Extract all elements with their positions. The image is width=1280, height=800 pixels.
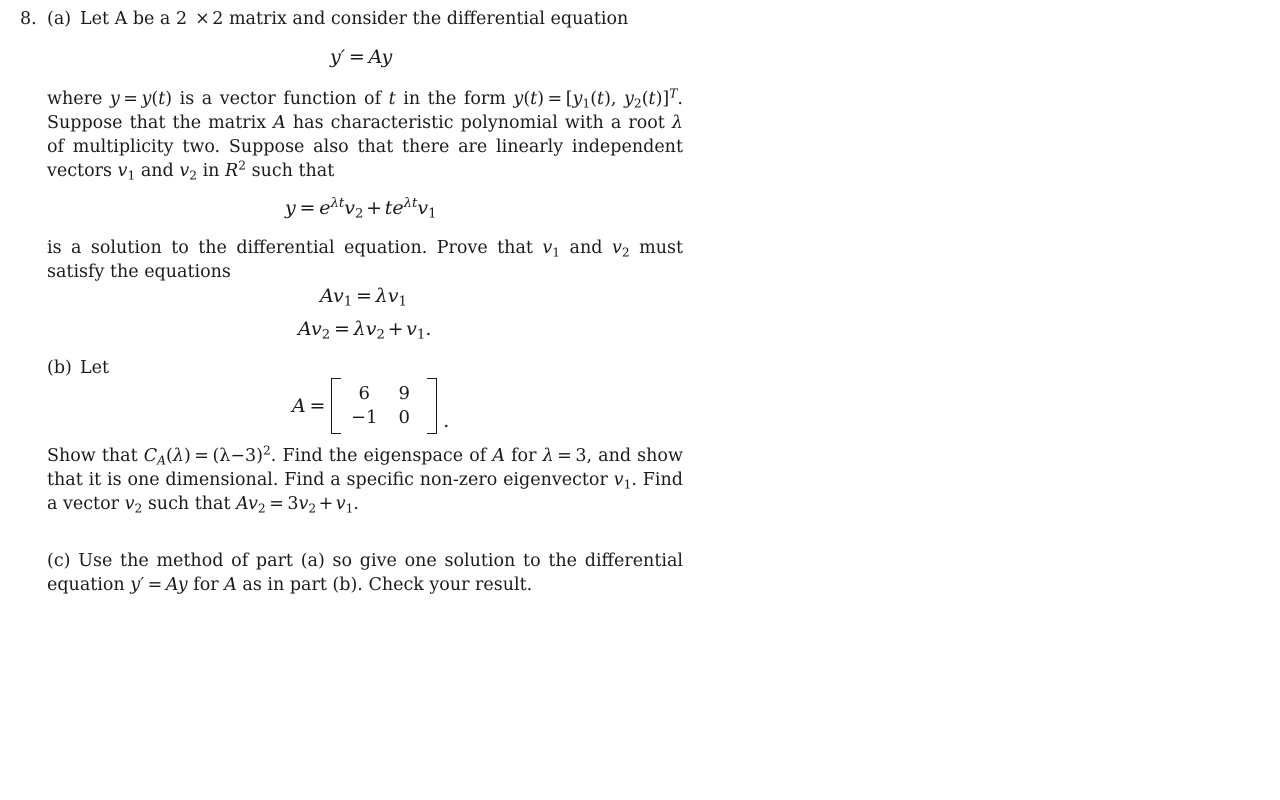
pb-phrase1: Show that (47, 446, 138, 466)
p2-phrase2: Prove that (436, 238, 533, 258)
token-dim-2b: 2 (212, 9, 224, 29)
pb-A2: A (236, 494, 248, 514)
problem-number: 8. (20, 9, 37, 29)
eq4-v2: v (365, 318, 377, 340)
display-matrix-A (292, 378, 449, 434)
p2-phrase3: must satisfy (47, 238, 683, 282)
p2-phrase4: the equations (109, 262, 231, 282)
pb-phrase2: . Find the eigenspace of (270, 446, 487, 466)
p1-phrase7: such that (251, 161, 335, 181)
pb-v2c: v (298, 494, 309, 514)
matrix-brackets (331, 378, 437, 434)
times-symbol: × (195, 9, 210, 29)
p1-t4: t (597, 89, 605, 109)
matrix-cell-r1c0: −1 (350, 407, 378, 428)
eq1-y2: y (381, 46, 393, 68)
p1-y1: y (109, 89, 120, 109)
pc-A1: A (165, 575, 178, 595)
p1-v2: v (179, 161, 190, 181)
token-matrix-consider: matrix and consider the differential equation (228, 9, 629, 29)
eq4-equals: = (333, 318, 350, 340)
pb-phrase4: that it is one dimensional. (47, 470, 279, 490)
eq4-plus: + (387, 318, 404, 340)
pb-C: C (143, 446, 158, 466)
display-equation-y-prime-Ay: y′ = Ay (330, 46, 393, 68)
p1-phrase3: Suppose that the matrix (47, 113, 267, 133)
part-b-lead-in: Let (80, 358, 110, 378)
matrix-label-A: A (292, 395, 306, 417)
eq3-equals: = (355, 285, 372, 307)
eq1-equals: = (348, 46, 365, 68)
p1-y3: y (513, 89, 524, 109)
part-a-intro-line (80, 7, 680, 31)
pb-period2: . (353, 494, 359, 514)
matrix-body (341, 378, 427, 434)
matrix-cell-r0c0: 6 (358, 383, 370, 404)
pc-phrase3: Check your result. (368, 575, 533, 595)
p1-t3: t (530, 89, 538, 109)
pb-C-sub-A: A (157, 453, 167, 468)
eq2-exp1: λt (330, 196, 345, 212)
eq2-y: y (285, 197, 296, 219)
p2-and: and (569, 238, 603, 258)
pc-equation-word: equation (47, 575, 125, 595)
pb-v2a: v (124, 494, 135, 514)
p2-phrase1: is a solution to the differential equation. (47, 238, 428, 258)
eq2-e2: e (392, 197, 404, 219)
token-where: where (47, 89, 103, 109)
p1-v1: v (117, 161, 128, 181)
pc-phrase2: as in part (b). (242, 575, 363, 595)
pb-eq3: = (269, 494, 284, 514)
p1-phrase5: of multiplicity two. (47, 137, 221, 157)
token-matrix-A: A (114, 9, 128, 29)
pb-minus3: −3) (230, 446, 263, 466)
p1-transpose: T (669, 86, 678, 101)
eq3-lambda: λ (375, 285, 388, 307)
matrix-row (344, 382, 424, 406)
pc-label: (c) (47, 551, 71, 571)
pb-for1: for (511, 446, 537, 466)
p1-and: and (140, 161, 174, 181)
pc-A2: A (224, 575, 237, 595)
p1-A: A (273, 113, 286, 133)
pb-such-that: such that (147, 494, 231, 514)
pb-open-lambda: (λ (212, 446, 231, 466)
p1-eq2: = (547, 89, 563, 109)
part-a-paragraph-1: where y = y(t) is a vector function of t in the form $y(t) = [y_1(t)$, $y_2(t)]^T$. Suppose that the matrix A has characteristic polynomial with a root λ of multiplicity two. Suppose also that there are linearly independent vectors $v_1$ and $v_2$ in $R^2$ such that (47, 86, 683, 183)
display-equation-Av2: $Av_2 = \lambda v_2 + v_1$. (298, 318, 432, 343)
matrix-row (344, 406, 424, 430)
pb-three2: 3 (287, 494, 299, 514)
pc-phrase1: Use the method of part (a) so give one solution to the differential (78, 551, 683, 571)
pb-v2b: v (248, 494, 258, 514)
part-b-paragraph: Show that $C_A(\lambda) = (\lambda-3)^2$. Find the eigenspace of A for λ = 3, and show that it is one dimensional. Find a specific non-zero eigenvector $v_1$. Find a vector $v_2$ such that $Av_2 = 3v_2 + v_1$. (47, 443, 683, 516)
p1-y5: y (624, 89, 634, 109)
pb-phrase3: , and show (586, 446, 683, 466)
p1-phrase6: Suppose also that there are linearly independent vectors (47, 137, 683, 181)
token-let: Let (80, 9, 110, 29)
eq1-y: y (330, 46, 341, 68)
pc-y2: y (177, 575, 188, 595)
p1-t5: t (648, 89, 656, 109)
pb-three1: 3 (575, 446, 587, 466)
eq4-v1: v (406, 318, 417, 340)
display-equation-general-solution: $y = e^{\lambda t}v_2 + te^{\lambda t}v_1$ (285, 196, 437, 222)
token-be-a: be a (132, 9, 171, 29)
pb-lambda2: λ (542, 446, 554, 466)
eq2-equals: = (299, 197, 316, 219)
p1-t1: t (158, 89, 166, 109)
pb-a-vector: a vector (47, 494, 119, 514)
matrix-cell-r0c1: 9 (398, 383, 410, 404)
eq3-v2: v (387, 285, 399, 307)
pb-phrase5: Find a specific non-zero eigenvector (284, 470, 608, 490)
p1-y2: y (141, 89, 152, 109)
matrix-trailing-period: . (443, 410, 450, 432)
eq2-exp2: λt (403, 196, 418, 212)
p1-in: in (202, 161, 220, 181)
pb-eq1: = (194, 446, 209, 466)
p1-R: R (225, 161, 239, 181)
pc-y: y (130, 575, 141, 595)
part-b-label: (b) (47, 358, 72, 378)
matrix-cell-r1c1: 0 (398, 407, 410, 428)
p1-y4: y (572, 89, 583, 109)
pc-for: for (193, 575, 219, 595)
eq4-A: A (298, 318, 311, 340)
p1-period: . (677, 89, 683, 109)
part-a-paragraph-2: is a solution to the differential equation. Prove that $v_1$ and $v_2$ must satisfy the equations (47, 238, 683, 282)
pb-plus: + (318, 494, 334, 514)
pb-lambda1: λ (172, 446, 184, 466)
part-a-label: (a) (47, 9, 72, 29)
p1-phrase1: is a vector function of (179, 89, 382, 109)
token-dim-2a: 2 (175, 9, 188, 29)
display-equation-Av1: $Av_1 = \lambda v_1$ (320, 285, 407, 310)
eq2-plus: + (366, 197, 383, 219)
pc-equals: = (147, 575, 163, 595)
bracket-right (427, 378, 437, 434)
eq2-v1: v (417, 197, 429, 219)
p1-eq1: = (123, 89, 138, 109)
pb-A1: A (492, 446, 505, 466)
eq4-lambda: λ (353, 318, 366, 340)
bracket-left (331, 378, 341, 434)
p2-v2: v (611, 238, 622, 258)
matrix-equals: = (309, 395, 326, 417)
eq2-t: t (384, 197, 393, 219)
eq3-v: v (332, 285, 344, 307)
eq3-A: A (320, 285, 333, 307)
eq4-period: . (425, 318, 432, 340)
pb-v1a: v (613, 470, 624, 490)
eq1-A: A (368, 46, 382, 68)
eq4-v: v (310, 318, 322, 340)
part-c-paragraph: (c) Use the method of part (a) so give one solution to the differential equation y′ = Ay for A as in part (b). Check your result. (47, 551, 683, 595)
p1-phrase4: has characteristic polynomial with a root (292, 113, 665, 133)
p1-t2: t (388, 89, 396, 109)
eq2-e1: e (319, 197, 331, 219)
p1-phrase2: in the form (403, 89, 506, 109)
pb-eq2: = (557, 446, 572, 466)
pb-v1b: v (335, 494, 346, 514)
p2-v1: v (542, 238, 553, 258)
eq2-v2: v (344, 197, 356, 219)
p1-lambda: λ (671, 113, 683, 133)
pb-find2: Find (642, 470, 683, 490)
pb-period1: . (631, 470, 637, 490)
